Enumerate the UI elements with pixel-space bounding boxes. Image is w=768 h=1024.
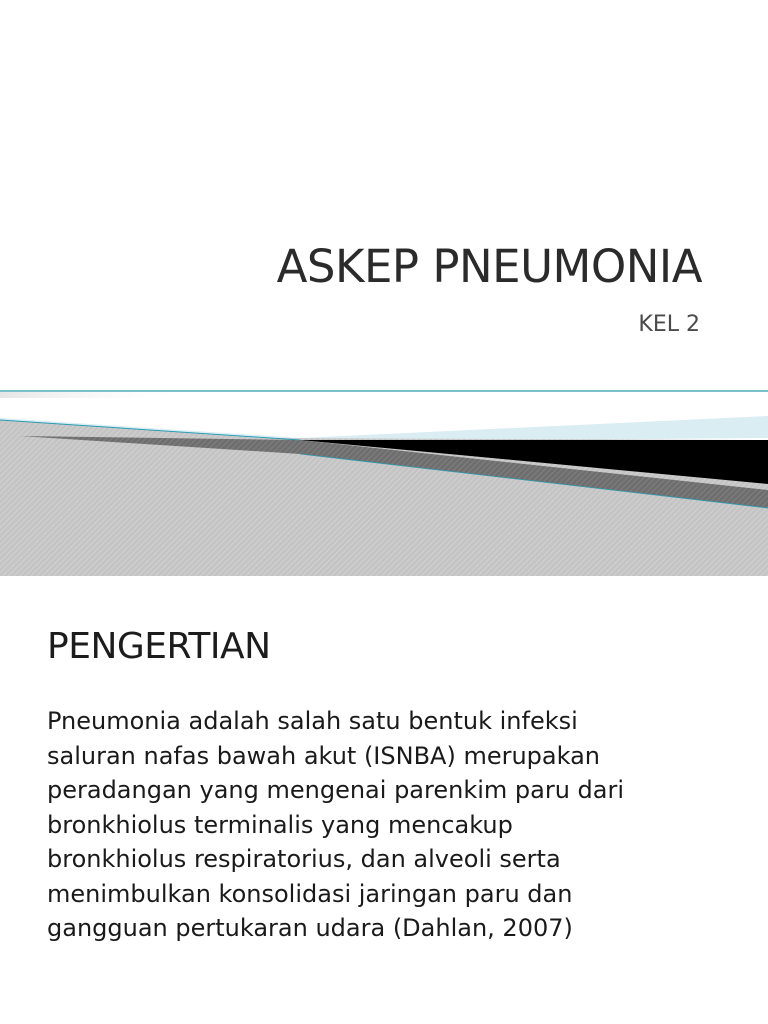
section-heading: PENGERTIAN [47,626,271,667]
body-paragraph: Pneumonia adalah salah satu bentuk infeksi saluran nafas bawah akut (ISNBA) merupakan peradangan yang mengenai parenkim paru dari bronkhiolus terminalis yang mencakup bronkhiolus respiratorius, dan alveoli serta menimbulkan konsolidasi jaringan paru dan gangguan pertukaran udara (Dahlan, 2007) [47,707,625,942]
content-slide [0,576,768,1024]
slide-subtitle: KEL 2 [638,312,700,337]
decorative-wave-band [0,380,768,576]
top-fade [0,392,380,398]
slide-title: ASKEP PNEUMONIA [276,240,702,293]
